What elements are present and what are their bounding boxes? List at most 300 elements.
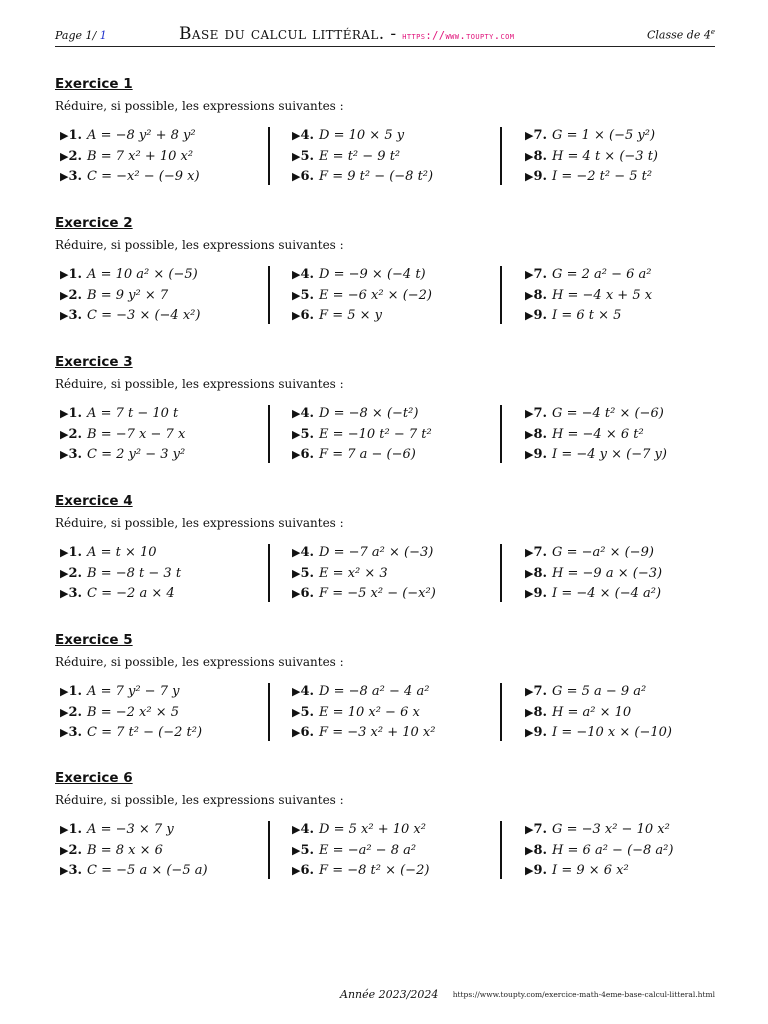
expression-text: E = −6 x² × (−2)	[319, 287, 432, 303]
triangle-icon: ▶	[60, 407, 69, 420]
expression-column	[292, 543, 492, 605]
triangle-icon: ▶	[60, 864, 69, 877]
column-separator	[268, 405, 270, 463]
title-text: Base du calcul littéral. -	[179, 24, 403, 44]
item-number-label: 3.	[68, 308, 83, 323]
item-number-label: 6.	[300, 863, 315, 878]
column-separator	[268, 266, 270, 324]
expression-text: H = −9 a × (−3)	[552, 565, 663, 581]
item-number	[292, 822, 314, 837]
item-number	[60, 267, 82, 282]
page-total-link[interactable]: 1	[99, 29, 107, 42]
expression-item	[525, 723, 725, 744]
expression-item	[60, 167, 260, 188]
item-number	[525, 863, 547, 878]
item-number-label: 3.	[68, 725, 83, 740]
expression-item	[60, 265, 260, 286]
expression-item	[292, 861, 492, 882]
item-number	[60, 128, 82, 143]
item-number	[60, 169, 82, 184]
expression-item	[60, 306, 260, 327]
school-year: Année 2023/2024	[340, 988, 439, 1001]
expression-item	[525, 286, 725, 307]
item-number	[292, 128, 314, 143]
item-number	[60, 705, 82, 720]
triangle-icon: ▶	[292, 546, 301, 559]
triangle-icon: ▶	[292, 864, 301, 877]
item-number-label: 3.	[68, 586, 83, 601]
expression-item	[525, 820, 725, 841]
expression-text: C = 2 y² − 3 y²	[87, 447, 186, 462]
item-number	[60, 843, 82, 858]
expression-item	[292, 584, 492, 605]
expression-text: C = −5 a × (−5 a)	[87, 863, 208, 878]
expression-column	[525, 820, 725, 882]
item-number-label: 6.	[300, 586, 315, 601]
item-number	[525, 447, 547, 462]
page-number	[55, 29, 107, 42]
item-number-label: 5.	[300, 148, 315, 164]
item-number	[292, 586, 314, 601]
expression-text: I = −4 y × (−7 y)	[552, 447, 667, 462]
triangle-icon: ▶	[292, 448, 301, 461]
triangle-icon: ▶	[60, 566, 69, 580]
triangle-icon: ▶	[525, 149, 534, 163]
exercise-title: Exercice 4	[55, 493, 133, 509]
item-number	[525, 427, 547, 442]
expression-text: E = x² × 3	[319, 565, 388, 581]
expression-text: A = −8 y² + 8 y²	[87, 128, 196, 143]
expression-text: I = 6 t × 5	[552, 308, 622, 323]
item-number-label: 2.	[68, 842, 83, 858]
item-number-label: 7.	[533, 128, 548, 143]
expression-text: F = 7 a − (−6)	[319, 447, 416, 462]
exercise-columns	[55, 820, 715, 882]
triangle-icon: ▶	[60, 705, 69, 719]
page-title	[179, 24, 514, 44]
expression-item	[525, 265, 725, 286]
exercise-instruction: Réduire, si possible, les expressions suivantes :	[55, 516, 344, 530]
expression-column	[292, 682, 492, 744]
item-number	[292, 427, 314, 442]
item-number	[292, 684, 314, 699]
item-number-label: 1.	[68, 684, 83, 699]
header-url-link[interactable]: https://www.toupty.com	[402, 30, 515, 42]
expression-text: F = −3 x² + 10 x²	[319, 725, 436, 740]
expression-column	[292, 820, 492, 882]
expression-item	[60, 820, 260, 841]
exercise-columns	[55, 682, 715, 744]
expression-text: F = −8 t² × (−2)	[319, 863, 430, 878]
expression-text: I = 9 × 6 x²	[552, 863, 629, 878]
item-number-label: 5.	[300, 287, 315, 303]
item-number	[60, 308, 82, 323]
exercise-block	[55, 215, 715, 327]
exercise-title: Exercice 3	[55, 354, 133, 370]
expression-item	[60, 564, 260, 585]
item-number-label: 9.	[533, 308, 548, 323]
exercise-block	[55, 354, 715, 466]
expression-text: G = −a² × (−9)	[552, 545, 654, 560]
column-separator	[500, 821, 502, 879]
exercise-instruction: Réduire, si possible, les expressions suivantes :	[55, 793, 344, 807]
item-number-label: 9.	[533, 447, 548, 462]
item-number	[292, 288, 314, 303]
expression-item	[292, 147, 492, 168]
expression-item	[292, 682, 492, 703]
item-number	[292, 566, 314, 581]
footer-url[interactable]: https://www.toupty.com/exercice-math-4eme-base-calcul-litteral.html	[452, 990, 715, 999]
exercise-columns	[55, 543, 715, 605]
triangle-icon: ▶	[60, 170, 69, 183]
item-number	[292, 169, 314, 184]
expression-text: F = 5 × y	[319, 308, 382, 323]
class-label	[647, 28, 715, 42]
expression-item	[292, 265, 492, 286]
triangle-icon: ▶	[525, 170, 534, 183]
item-number-label: 6.	[300, 725, 315, 740]
item-number-label: 2.	[68, 565, 83, 581]
expression-text: I = −4 × (−4 a²)	[552, 586, 662, 601]
triangle-icon: ▶	[60, 309, 69, 322]
item-number-label: 1.	[68, 128, 83, 143]
triangle-icon: ▶	[292, 566, 301, 580]
triangle-icon: ▶	[60, 546, 69, 559]
triangle-icon: ▶	[60, 149, 69, 163]
item-number-label: 4.	[300, 406, 315, 421]
item-number	[60, 586, 82, 601]
triangle-icon: ▶	[60, 129, 69, 142]
expression-item	[525, 425, 725, 446]
item-number-label: 1.	[68, 822, 83, 837]
expression-item	[60, 126, 260, 147]
expression-item	[525, 682, 725, 703]
item-number-label: 8.	[533, 148, 548, 164]
expression-item	[525, 306, 725, 327]
expression-text: E = 10 x² − 6 x	[319, 704, 420, 720]
expression-text: F = 9 t² − (−8 t²)	[319, 169, 434, 184]
expression-item	[60, 861, 260, 882]
expression-column	[525, 404, 725, 466]
triangle-icon: ▶	[292, 268, 301, 281]
item-number	[292, 308, 314, 323]
expression-text: G = 1 × (−5 y²)	[552, 128, 656, 143]
expression-column	[525, 126, 725, 188]
item-number-label: 8.	[533, 426, 548, 442]
triangle-icon: ▶	[292, 705, 301, 719]
item-number-label: 2.	[68, 287, 83, 303]
item-number-label: 7.	[533, 545, 548, 560]
item-number	[525, 308, 547, 323]
item-number-label: 5.	[300, 426, 315, 442]
item-number	[525, 684, 547, 699]
expression-item	[60, 445, 260, 466]
triangle-icon: ▶	[525, 726, 534, 739]
expression-column	[60, 404, 260, 466]
expression-item	[525, 841, 725, 862]
item-number-label: 4.	[300, 267, 315, 282]
expression-item	[60, 425, 260, 446]
expression-column	[292, 126, 492, 188]
column-separator	[268, 127, 270, 185]
item-number-label: 1.	[68, 406, 83, 421]
item-number	[60, 822, 82, 837]
item-number	[292, 149, 314, 164]
item-number-label: 4.	[300, 822, 315, 837]
item-number-label: 9.	[533, 725, 548, 740]
expression-text: E = −a² − 8 a²	[319, 842, 417, 858]
class-sup: e	[710, 28, 715, 37]
item-number	[525, 566, 547, 581]
triangle-icon: ▶	[525, 685, 534, 698]
expression-item	[292, 820, 492, 841]
exercise-block	[55, 493, 715, 605]
exercise-block	[55, 770, 715, 882]
item-number-label: 4.	[300, 545, 315, 560]
expression-text: B = 8 x × 6	[87, 842, 163, 858]
item-number-label: 4.	[300, 684, 315, 699]
expression-item	[292, 841, 492, 862]
expression-item	[292, 564, 492, 585]
item-number	[60, 288, 82, 303]
expression-text: G = 5 a − 9 a²	[552, 684, 647, 699]
expression-item	[60, 147, 260, 168]
triangle-icon: ▶	[292, 129, 301, 142]
column-separator	[500, 405, 502, 463]
expression-item	[292, 543, 492, 564]
expression-item	[60, 543, 260, 564]
item-number-label: 3.	[68, 863, 83, 878]
triangle-icon: ▶	[525, 705, 534, 719]
expression-column	[60, 126, 260, 188]
triangle-icon: ▶	[525, 309, 534, 322]
item-number-label: 6.	[300, 169, 315, 184]
expression-text: B = −8 t − 3 t	[87, 565, 182, 581]
expression-text: H = 6 a² − (−8 a²)	[552, 842, 674, 858]
item-number-label: 5.	[300, 704, 315, 720]
expression-text: D = −9 × (−4 t)	[319, 267, 426, 282]
triangle-icon: ▶	[292, 149, 301, 163]
column-separator	[268, 821, 270, 879]
column-separator	[500, 266, 502, 324]
expression-text: D = −8 a² − 4 a²	[319, 684, 430, 699]
item-number	[60, 725, 82, 740]
expression-item	[60, 703, 260, 724]
expression-item	[292, 703, 492, 724]
expression-text: A = −3 × 7 y	[87, 822, 174, 837]
expression-text: B = 9 y² × 7	[87, 287, 169, 303]
expression-text: E = t² − 9 t²	[319, 148, 401, 164]
item-number-label: 9.	[533, 586, 548, 601]
expression-item	[525, 167, 725, 188]
item-number	[525, 169, 547, 184]
expression-item	[292, 167, 492, 188]
column-separator	[500, 683, 502, 741]
expression-text: B = −2 x² × 5	[87, 704, 180, 720]
item-number-label: 6.	[300, 308, 315, 323]
triangle-icon: ▶	[525, 268, 534, 281]
triangle-icon: ▶	[525, 864, 534, 877]
expression-item	[60, 286, 260, 307]
column-separator	[500, 544, 502, 602]
item-number	[525, 843, 547, 858]
expression-text: A = 7 t − 10 t	[87, 406, 179, 421]
exercise-title: Exercice 5	[55, 632, 133, 648]
exercise-instruction: Réduire, si possible, les expressions suivantes :	[55, 377, 344, 391]
triangle-icon: ▶	[525, 427, 534, 441]
exercise-title: Exercice 1	[55, 76, 133, 92]
expression-column	[292, 265, 492, 327]
triangle-icon: ▶	[292, 427, 301, 441]
expression-text: C = −3 × (−4 x²)	[87, 308, 201, 323]
item-number	[60, 545, 82, 560]
expression-item	[292, 723, 492, 744]
page-header	[55, 24, 715, 47]
item-number	[525, 149, 547, 164]
exercise-title: Exercice 6	[55, 770, 133, 786]
item-number-label: 8.	[533, 842, 548, 858]
expression-column	[525, 543, 725, 605]
item-number	[60, 684, 82, 699]
expression-text: H = a² × 10	[552, 704, 632, 720]
item-number	[292, 545, 314, 560]
triangle-icon: ▶	[60, 843, 69, 857]
triangle-icon: ▶	[60, 587, 69, 600]
triangle-icon: ▶	[525, 843, 534, 857]
triangle-icon: ▶	[60, 427, 69, 441]
item-number	[292, 843, 314, 858]
expression-item	[525, 564, 725, 585]
item-number	[525, 586, 547, 601]
item-number	[60, 406, 82, 421]
expression-text: A = 7 y² − 7 y	[87, 684, 180, 699]
expression-item	[525, 126, 725, 147]
exercise-columns	[55, 404, 715, 466]
exercise-instruction: Réduire, si possible, les expressions suivantes :	[55, 99, 344, 113]
triangle-icon: ▶	[60, 288, 69, 302]
triangle-icon: ▶	[525, 288, 534, 302]
triangle-icon: ▶	[292, 170, 301, 183]
expression-text: D = 10 × 5 y	[319, 128, 405, 143]
triangle-icon: ▶	[525, 407, 534, 420]
item-number-label: 7.	[533, 406, 548, 421]
triangle-icon: ▶	[292, 726, 301, 739]
expression-text: F = −5 x² − (−x²)	[319, 586, 436, 601]
class-text: Classe de 4	[647, 29, 711, 42]
column-separator	[500, 127, 502, 185]
triangle-icon: ▶	[292, 309, 301, 322]
item-number-label: 5.	[300, 565, 315, 581]
item-number	[60, 447, 82, 462]
triangle-icon: ▶	[60, 448, 69, 461]
item-number	[292, 705, 314, 720]
expression-text: B = 7 x² + 10 x²	[87, 148, 194, 164]
item-number	[292, 863, 314, 878]
expression-column	[525, 265, 725, 327]
expression-text: C = −2 a × 4	[87, 586, 175, 601]
item-number-label: 8.	[533, 287, 548, 303]
expression-text: C = −x² − (−9 x)	[87, 169, 200, 184]
expression-item	[525, 703, 725, 724]
expression-item	[525, 147, 725, 168]
triangle-icon: ▶	[292, 407, 301, 420]
triangle-icon: ▶	[60, 823, 69, 836]
expression-text: E = −10 t² − 7 t²	[319, 426, 432, 442]
item-number	[525, 545, 547, 560]
item-number	[525, 267, 547, 282]
item-number-label: 8.	[533, 565, 548, 581]
triangle-icon: ▶	[525, 546, 534, 559]
item-number	[60, 427, 82, 442]
item-number-label: 7.	[533, 822, 548, 837]
exercise-columns	[55, 265, 715, 327]
expression-text: D = −8 × (−t²)	[319, 406, 419, 421]
exercise-instruction: Réduire, si possible, les expressions suivantes :	[55, 655, 344, 669]
item-number	[525, 128, 547, 143]
expression-item	[60, 682, 260, 703]
expression-column	[60, 820, 260, 882]
expression-item	[525, 404, 725, 425]
item-number	[60, 863, 82, 878]
expression-text: G = −4 t² × (−6)	[552, 406, 664, 421]
triangle-icon: ▶	[292, 288, 301, 302]
expression-item	[292, 306, 492, 327]
expression-text: C = 7 t² − (−2 t²)	[87, 725, 203, 740]
item-number	[525, 288, 547, 303]
expression-item	[60, 584, 260, 605]
expression-text: H = −4 x + 5 x	[552, 287, 653, 303]
item-number	[525, 705, 547, 720]
item-number-label: 2.	[68, 426, 83, 442]
expression-text: I = −10 x × (−10)	[552, 725, 672, 740]
item-number	[60, 566, 82, 581]
expression-item	[292, 425, 492, 446]
item-number-label: 9.	[533, 863, 548, 878]
triangle-icon: ▶	[292, 685, 301, 698]
expression-column	[60, 682, 260, 744]
item-number-label: 5.	[300, 842, 315, 858]
expression-column	[60, 543, 260, 605]
expression-item	[60, 404, 260, 425]
expression-text: G = 2 a² − 6 a²	[552, 267, 652, 282]
item-number-label: 6.	[300, 447, 315, 462]
expression-item	[60, 841, 260, 862]
expression-column	[292, 404, 492, 466]
expression-item	[292, 445, 492, 466]
expression-text: A = 10 a² × (−5)	[87, 267, 198, 282]
item-number-label: 2.	[68, 148, 83, 164]
item-number	[525, 406, 547, 421]
triangle-icon: ▶	[525, 129, 534, 142]
item-number	[525, 725, 547, 740]
item-number	[525, 822, 547, 837]
exercise-columns	[55, 126, 715, 188]
item-number	[292, 447, 314, 462]
item-number-label: 1.	[68, 267, 83, 282]
expression-text: H = −4 × 6 t²	[552, 426, 644, 442]
item-number-label: 2.	[68, 704, 83, 720]
item-number-label: 1.	[68, 545, 83, 560]
item-number	[60, 149, 82, 164]
triangle-icon: ▶	[292, 823, 301, 836]
item-number	[292, 406, 314, 421]
expression-item	[292, 126, 492, 147]
item-number-label: 3.	[68, 447, 83, 462]
item-number-label: 7.	[533, 267, 548, 282]
exercise-block	[55, 76, 715, 188]
triangle-icon: ▶	[292, 587, 301, 600]
item-number-label: 7.	[533, 684, 548, 699]
